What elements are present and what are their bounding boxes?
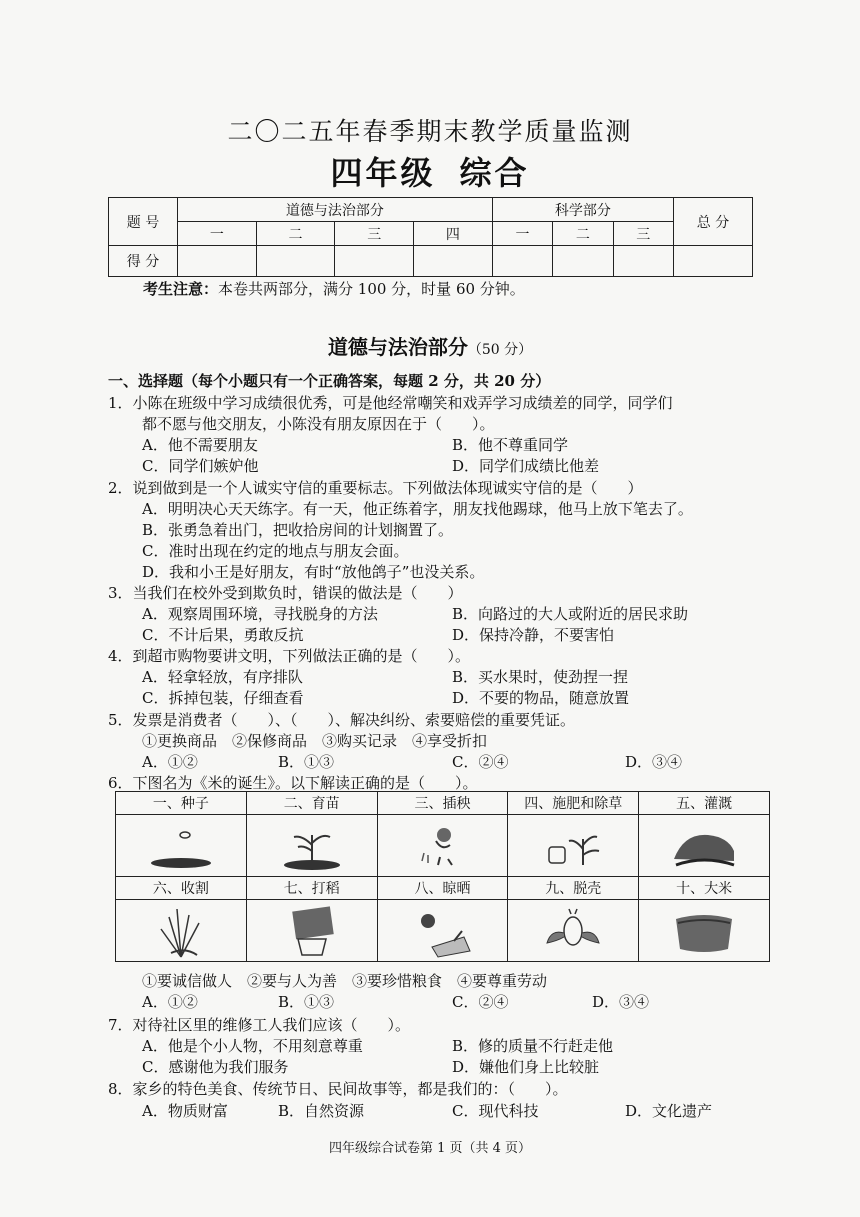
row-label-question-no: 题 号 bbox=[109, 198, 178, 246]
q3-option-a[interactable]: A．观察周围环境，寻找脱身的方法 bbox=[142, 605, 378, 623]
sun-drying-illustration bbox=[377, 900, 508, 962]
hulling-illustration bbox=[508, 900, 639, 962]
rice-step-label: 二、育苗 bbox=[246, 792, 377, 815]
score-cell[interactable] bbox=[553, 246, 613, 277]
q7-option-a[interactable]: A．他是个小人物，不用刻意尊重 bbox=[142, 1037, 363, 1055]
part1-header: 道德与法治部分 bbox=[178, 198, 493, 222]
notice-label: 考生注意： bbox=[143, 280, 219, 298]
q1-option-d[interactable]: D．同学们成绩比他差 bbox=[452, 457, 600, 475]
part1-col-2: 二 bbox=[256, 222, 335, 246]
score-cell[interactable] bbox=[613, 246, 673, 277]
rice-step-label: 三、插秧 bbox=[377, 792, 508, 815]
q3-option-c[interactable]: C．不计后果，勇敢反抗 bbox=[142, 626, 304, 644]
question-3: 3．当我们在校外受到欺负时，错误的做法是（ ） bbox=[108, 584, 463, 602]
q8-option-d[interactable]: D．文化遗产 bbox=[625, 1102, 713, 1120]
q7-option-d[interactable]: D．嫌他们身上比较脏 bbox=[452, 1058, 600, 1076]
q2-option-d[interactable]: D．我和小王是好朋友，有时“放他鸽子”也没关系。 bbox=[142, 563, 485, 581]
irrigation-illustration bbox=[639, 815, 770, 877]
q5-option-a[interactable]: A．①② bbox=[142, 753, 198, 771]
score-cell[interactable] bbox=[335, 246, 414, 277]
q6-option-a[interactable]: A．①② bbox=[142, 993, 198, 1011]
q2-option-b[interactable]: B．张勇急着出门，把收拾房间的计划搁置了。 bbox=[142, 521, 454, 539]
rice-step-label: 八、晾晒 bbox=[377, 877, 508, 900]
exam-notice bbox=[143, 278, 525, 299]
score-cell[interactable] bbox=[256, 246, 335, 277]
rice-step-label: 五、灌溉 bbox=[639, 792, 770, 815]
q5-statement-items: ①更换商品 ②保修商品 ③购买记录 ④享受折扣 bbox=[142, 732, 488, 750]
q6-option-b[interactable]: B．①③ bbox=[278, 993, 335, 1011]
score-cell[interactable] bbox=[178, 246, 257, 277]
harvest-illustration bbox=[116, 900, 247, 962]
q4-option-d[interactable]: D．不要的物品，随意放置 bbox=[452, 689, 630, 707]
question-6: 6．下图名为《米的诞生》。以下解读正确的是（ ）。 bbox=[108, 774, 478, 792]
score-table bbox=[108, 197, 753, 277]
row-label-score: 得 分 bbox=[109, 246, 178, 277]
score-cell[interactable] bbox=[414, 246, 493, 277]
fertilize-weed-illustration bbox=[508, 815, 639, 877]
total-header: 总 分 bbox=[674, 198, 753, 246]
rice-step-label: 四、施肥和除草 bbox=[508, 792, 639, 815]
q5-option-b[interactable]: B．①③ bbox=[278, 753, 335, 771]
q5-option-d[interactable]: D．③④ bbox=[625, 753, 683, 771]
section-score: （50 分） bbox=[467, 342, 533, 358]
part2-col-2: 二 bbox=[553, 222, 613, 246]
question-4: 4．到超市购物要讲文明，下列做法正确的是（ ）。 bbox=[108, 647, 471, 665]
q7-option-b[interactable]: B．修的质量不行赶走他 bbox=[452, 1037, 614, 1055]
part2-col-1: 一 bbox=[492, 222, 552, 246]
q1-option-b[interactable]: B．他不尊重同学 bbox=[452, 436, 569, 454]
q6-option-c[interactable]: C．②④ bbox=[452, 993, 509, 1011]
notice-text: 本卷共两部分，满分 100 分，时量 60 分钟。 bbox=[218, 280, 525, 298]
q2-option-a[interactable]: A．明明决心天天练字。有一天，他正练着字，朋友找他踢球，他马上放下笔去了。 bbox=[142, 500, 693, 518]
exam-title: 二〇二五年春季期末教学质量监测 bbox=[227, 117, 633, 146]
score-cell[interactable] bbox=[492, 246, 552, 277]
part-heading: 一、选择题（每个小题只有一个正确答案，每题 2 分，共 20 分） bbox=[108, 372, 551, 390]
exam-subtitle bbox=[0, 148, 860, 194]
question-7: 7．对待社区里的维修工人我们应该（ ）。 bbox=[108, 1016, 411, 1034]
question-2: 2．说到做到是一个人诚实守信的重要标志。下列做法体现诚实守信的是（ ） bbox=[108, 479, 643, 497]
q5-option-c[interactable]: C．②④ bbox=[452, 753, 509, 771]
part1-col-3: 三 bbox=[335, 222, 414, 246]
rice-illustration bbox=[639, 900, 770, 962]
question-5: 5．发票是消费者（ ）、（ ）、解决纠纷、索要赔偿的重要凭证。 bbox=[108, 711, 576, 729]
score-cell-total[interactable] bbox=[674, 246, 753, 277]
threshing-illustration bbox=[246, 900, 377, 962]
q7-option-c[interactable]: C．感谢他为我们服务 bbox=[142, 1058, 289, 1076]
q8-option-c[interactable]: C．现代科技 bbox=[452, 1102, 539, 1120]
seedling-illustration bbox=[246, 815, 377, 877]
grade-label: 四年级 bbox=[330, 154, 436, 192]
rice-birth-figure bbox=[115, 791, 770, 962]
part1-col-1: 一 bbox=[178, 222, 257, 246]
part1-col-4: 四 bbox=[414, 222, 493, 246]
q1-option-a[interactable]: A．他不需要朋友 bbox=[142, 436, 258, 454]
question-8: 8．家乡的特色美食、传统节日、民间故事等，都是我们的：（ ）。 bbox=[108, 1080, 568, 1098]
section-name: 道德与法治部分 bbox=[327, 335, 468, 359]
part2-col-3: 三 bbox=[613, 222, 673, 246]
q6-option-d[interactable]: D．③④ bbox=[592, 993, 650, 1011]
rice-step-label: 七、打稻 bbox=[246, 877, 377, 900]
q4-option-c[interactable]: C．拆掉包装，仔细查看 bbox=[142, 689, 304, 707]
q6-statement-items: ①要诚信做人 ②要与人为善 ③要珍惜粮食 ④要尊重劳动 bbox=[142, 972, 548, 990]
q4-option-b[interactable]: B．买水果时，使劲捏一捏 bbox=[452, 668, 629, 686]
rice-step-label: 九、脱壳 bbox=[508, 877, 639, 900]
seed-illustration bbox=[116, 815, 247, 877]
subject-label: 综合 bbox=[459, 154, 530, 192]
question-1-line-1: 1．小陈在班级中学习成绩很优秀，可是他经常嘲笑和戏弄学习成绩差的同学，同学们 bbox=[108, 394, 673, 412]
rice-step-label: 十、大米 bbox=[639, 877, 770, 900]
q2-option-c[interactable]: C．准时出现在约定的地点与朋友会面。 bbox=[142, 542, 409, 560]
q1-option-c[interactable]: C．同学们嫉妒他 bbox=[142, 457, 259, 475]
page-footer: 四年级综合试卷第 1 页（共 4 页） bbox=[328, 1141, 532, 1156]
q8-option-a[interactable]: A．物质财富 bbox=[142, 1102, 228, 1120]
q8-option-b[interactable]: B．自然资源 bbox=[278, 1102, 365, 1120]
question-1-line-2: 都不愿与他交朋友，小陈没有朋友原因在于（ ）。 bbox=[142, 415, 495, 433]
transplanting-illustration bbox=[377, 815, 508, 877]
q3-option-b[interactable]: B．向路过的大人或附近的居民求助 bbox=[452, 605, 689, 623]
part2-header: 科学部分 bbox=[492, 198, 673, 222]
q4-option-a[interactable]: A．轻拿轻放，有序排队 bbox=[142, 668, 303, 686]
rice-step-label: 六、收割 bbox=[116, 877, 247, 900]
section-title bbox=[0, 331, 860, 360]
q3-option-d[interactable]: D．保持冷静，不要害怕 bbox=[452, 626, 615, 644]
rice-step-label: 一、种子 bbox=[116, 792, 247, 815]
